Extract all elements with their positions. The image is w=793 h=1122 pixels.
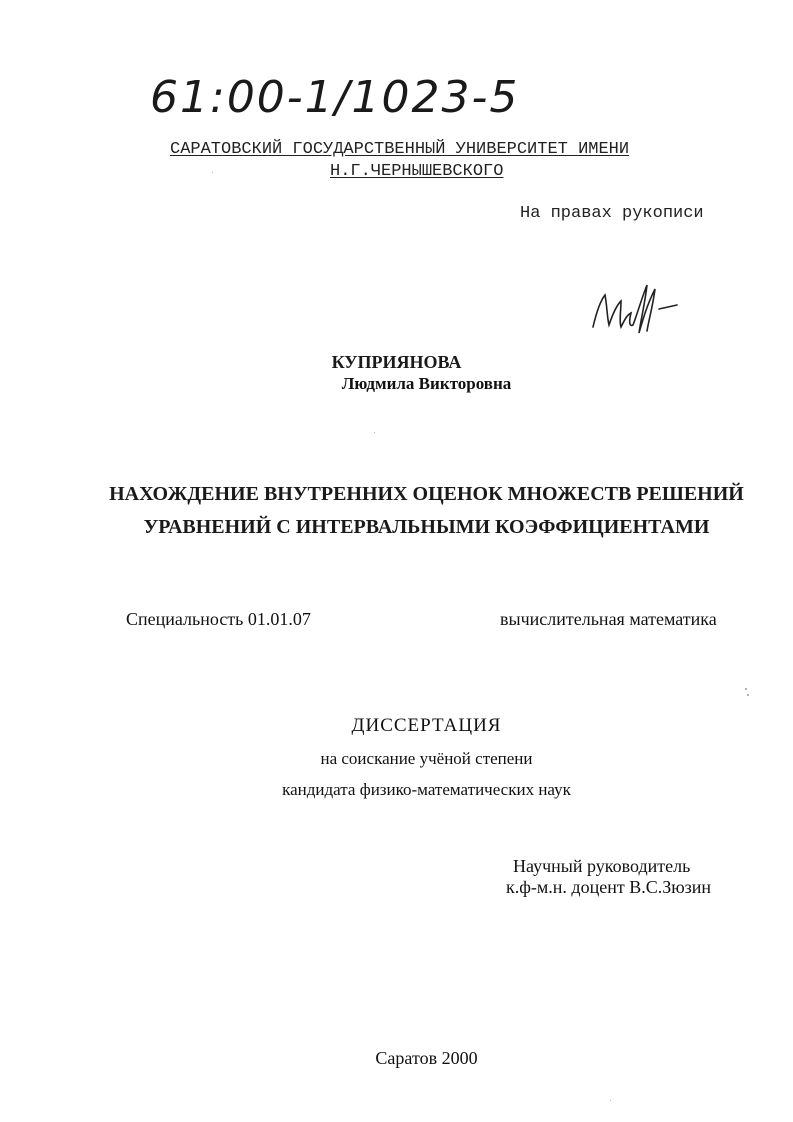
- supervisor-name: к.ф-м.н. доцент В.С.Зюзин: [506, 877, 712, 897]
- dissertation-title: [60, 478, 793, 544]
- rights-note: На правах рукописи: [520, 204, 704, 223]
- dissertation-title-line1: НАХОЖДЕНИЕ ВНУТРЕННИХ ОЦЕНОК МНОЖЕСТВ РЕШЕНИЙ: [109, 483, 744, 505]
- university-name-line1: САРАТОВСКИЙ ГОСУДАРСТВЕННЫЙ УНИВЕРСИТЕТ ИМЕНИ: [170, 140, 630, 159]
- scan-speck: [610, 1100, 611, 1101]
- dissertation-heading: ДИССЕРТАЦИЯ: [351, 715, 502, 736]
- author-surname: КУПРИЯНОВА: [331, 352, 462, 372]
- scan-speck: [745, 688, 747, 690]
- scan-speck: [747, 694, 749, 696]
- degree-line2: кандидата физико-математических наук: [282, 780, 571, 799]
- handwritten-signature: [585, 275, 685, 345]
- university-name-line2: Н.Г.ЧЕРНЫШЕВСКОГО: [330, 162, 504, 181]
- archive-number-text: 61:00-1/1023-5: [150, 72, 520, 123]
- degree-line1: на соискание учёной степени: [320, 749, 533, 768]
- scan-speck: [212, 172, 213, 173]
- dissertation-title-line2: УРАВНЕНИЙ С ИНТЕРВАЛЬНЫМИ КОЭФФИЦИЕНТАМИ: [143, 516, 710, 538]
- specialty-code: Специальность 01.01.07: [126, 609, 311, 629]
- archive-number-handwritten: [150, 68, 550, 128]
- place-and-year: Саратов 2000: [375, 1048, 478, 1068]
- author-given-names: Людмила Викторовна: [341, 374, 512, 393]
- supervisor-label: Научный руководитель: [513, 856, 691, 876]
- specialty-name: вычислительная математика: [500, 609, 717, 629]
- scan-speck: [374, 432, 375, 433]
